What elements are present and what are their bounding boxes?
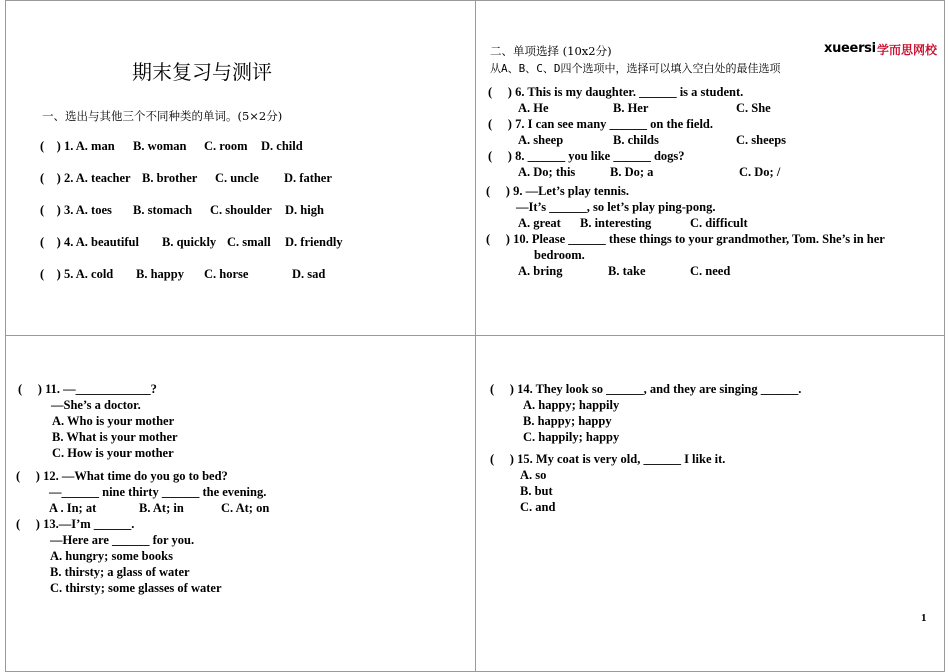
q6-option-a: A. He [518,101,549,115]
q6-option-b: B. Her [613,101,649,115]
q4-option-c: C. small [227,235,271,249]
section-2-instruction: 从A、B、C、D四个选项中，选择可以填入空白处的最佳选项 [490,62,781,75]
q7-stem: ( ) 7. I can see many ______ on the field. [488,117,713,131]
slide-3 [5,335,476,672]
q4-option-d: D. friendly [285,235,343,249]
q5-stem: ( ) 5. A. cold [40,267,114,281]
q13-line2: —Here are ______ for you. [50,533,195,547]
q13-option-a: A. hungry; some books [50,549,173,563]
q9-line2: —It’s ______, so let’s play ping-pong. [516,200,716,214]
q7-option-b: B. childs [613,133,659,147]
q1-stem: ( ) 1. A. man [40,139,115,153]
q4-stem: ( ) 4. A. beautiful [40,235,139,249]
q9-option-b: B. interesting [580,216,652,230]
q3-option-b: B. stomach [133,203,193,217]
q14-option-a: A. happy; happily [523,398,620,412]
q8-option-b: B. Do; a [610,165,654,179]
q11-line2: —She’s a doctor. [51,398,141,412]
logo-text-cn: 学而思网校 [877,43,938,57]
q12-option-b: B. At; in [139,501,184,515]
q5-option-b: B. happy [136,267,184,281]
q10-option-a: A. bring [518,264,563,278]
q10-stem: ( ) 10. Please ______ these things to your grandmother, Tom. She’s in her [486,232,885,246]
slide-1 [5,0,476,336]
q15-stem: ( ) 15. My coat is very old, ______ I like it. [490,452,726,466]
q1-option-c: C. room [204,139,248,153]
q1-option-d: D. child [261,139,303,153]
q14-option-c: C. happily; happy [523,430,620,444]
q2-stem: ( ) 2. A. teacher [40,171,131,185]
q9-option-a: A. great [518,216,561,230]
q7-option-c: C. sheeps [736,133,787,147]
q13-option-c: C. thirsty; some glasses of water [50,581,222,595]
q12-stem: ( ) 12. —What time do you go to bed? [16,469,228,483]
q15-option-a: A. so [520,468,547,482]
q1-option-b: B. woman [133,139,187,153]
q10-line2: bedroom. [534,248,585,262]
q12-line2: —______ nine thirty ______ the evening. [49,485,267,499]
q8-stem: ( ) 8. ______ you like ______ dogs? [488,149,685,163]
q12-option-a: A . In; at [49,501,97,515]
q9-option-c: C. difficult [690,216,748,230]
q11-option-b: B. What is your mother [52,430,178,444]
q5-option-d: D. sad [292,267,326,281]
q14-stem: ( ) 14. They look so ______, and they are singing ______. [490,382,802,396]
q12-option-c: C. At; on [221,501,270,515]
q2-option-c: C. uncle [215,171,259,185]
q15-option-c: C. and [520,500,556,514]
page-number: 1 [921,612,927,624]
q4-option-b: B. quickly [162,235,217,249]
q10-option-c: C. need [690,264,731,278]
q7-option-a: A. sheep [518,133,564,147]
q11-option-c: C. How is your mother [52,446,174,460]
q10-option-b: B. take [608,264,646,278]
section-1-heading: 一、选出与其他三个不同种类的单词。(5×2分) [42,109,283,123]
q2-option-d: D. father [284,171,332,185]
q13-stem: ( ) 13.—I’m ______. [16,517,135,531]
q8-option-c: C. Do; / [739,165,781,179]
q6-stem: ( ) 6. This is my daughter. ______ is a student. [488,85,744,99]
q2-option-b: B. brother [142,171,198,185]
logo-text-en: xueersi [824,41,876,56]
q15-option-b: B. but [520,484,553,498]
q5-option-c: C. horse [204,267,249,281]
q3-option-c: C. shoulder [210,203,272,217]
q6-option-c: C. She [736,101,771,115]
q11-option-a: A. Who is your mother [52,414,175,428]
q3-option-d: D. high [285,203,324,217]
section-2-heading: 二、单项选择 (10x2分) [490,44,612,58]
q14-option-b: B. happy; happy [523,414,612,428]
page-title: 期末复习与测评 [132,60,272,84]
q8-option-a: A. Do; this [518,165,576,179]
q3-stem: ( ) 3. A. toes [40,203,112,217]
q11-stem: ( ) 11. —____________? [18,382,157,396]
q13-option-b: B. thirsty; a glass of water [50,565,190,579]
q9-stem: ( ) 9. —Let’s play tennis. [486,184,629,198]
slide-2 [475,0,945,336]
slide-4 [475,335,945,672]
